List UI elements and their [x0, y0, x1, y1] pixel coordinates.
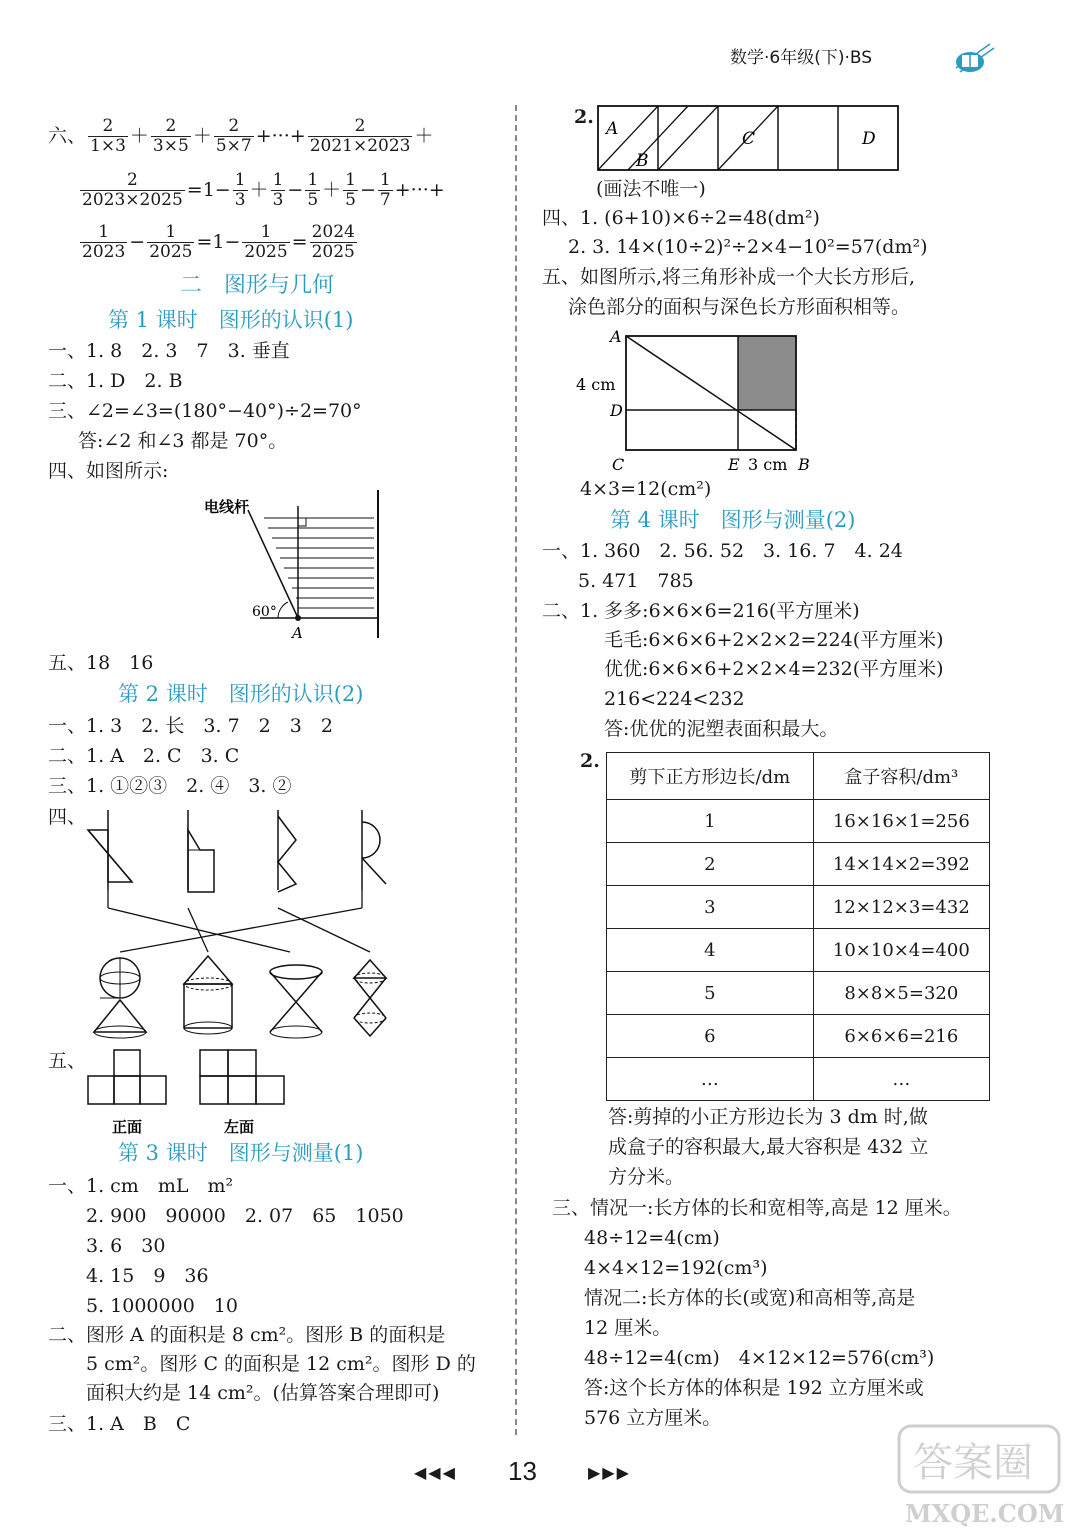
l1-a3b: 答:∠2 和∠3 都是 70°。: [78, 430, 288, 452]
table-cell: 2: [607, 843, 814, 886]
q6-line2: $\frac{2}{2023\times 2025}$ =1− $\frac{1}{3}$ ＋ $\frac{1}{3}$ − $\frac{1}{5}$ ＋ $\frac{1}{5}$ − $\frac{1}{7}$ +···+: [82, 170, 445, 210]
l3-a1c: 3. 6 30: [86, 1235, 166, 1257]
r-q5c: 4×3=12(cm²): [580, 478, 712, 500]
lesson1-title: 第 1 课时 图形的认识(1): [108, 308, 354, 332]
l2-a2: 二、1. A 2. C 3. C: [48, 745, 240, 767]
table-row: [607, 972, 990, 1015]
l2-a1: 一、1. 3 2. 长 3. 7 2 3 2: [48, 715, 333, 737]
l1-a4: 四、如图所示:: [48, 460, 169, 482]
table-cell: 1: [607, 800, 814, 843]
table-cell: 12×12×3=432: [813, 886, 989, 929]
views-figure: [84, 1046, 304, 1138]
l4-a3h: 576 立方厘米。: [584, 1407, 722, 1429]
table-cell: 5: [607, 972, 814, 1015]
label-a: A: [606, 119, 619, 139]
lesson3-title: 第 3 课时 图形与测量(1): [118, 1141, 364, 1165]
l4-a3b: 48÷12=4(cm): [584, 1227, 720, 1249]
l4-a2b: 毛毛:6×6×6+2×2×2=224(平方厘米): [604, 629, 944, 651]
table-cell: 10×10×4=400: [813, 929, 989, 972]
r-q5: 五、如图所示,将三角形补成一个大长方形后,: [542, 266, 916, 288]
rotation-matching-figure: [80, 800, 420, 1045]
left-view-label: 左面: [224, 1118, 255, 1136]
volume-table: [606, 752, 990, 1101]
fig-a: A: [610, 327, 622, 346]
table-row: [607, 1015, 990, 1058]
l1-a2: 二、1. D 2. B: [48, 370, 183, 392]
l4-a1b: 5. 471 785: [578, 570, 694, 592]
l4-a3e: 12 厘米。: [584, 1317, 672, 1339]
table-row: [607, 800, 990, 843]
l4-ansb: 成盒子的容积最大,最大容积是 432 立: [608, 1136, 929, 1158]
table-cell: 6×6×6=216: [813, 1015, 989, 1058]
r-q4: 四、1. (6+10)×6÷2=48(dm²): [542, 207, 820, 229]
r-note: (画法不唯一): [596, 178, 706, 200]
column-divider: [515, 105, 517, 1435]
fig-b: B: [798, 455, 810, 474]
l4-a3c: 4×4×12=192(cm³): [584, 1257, 768, 1279]
watermark-logo: [895, 1420, 1065, 1532]
l3-a2: 二、图形 A 的面积是 8 cm²。图形 B 的面积是: [48, 1324, 446, 1346]
table-header-volume: 盒子容积/dm³: [813, 753, 989, 800]
l3-a1b: 2. 900 90000 2. 07 65 1050: [86, 1205, 404, 1227]
l2-a5: 五、: [48, 1050, 87, 1072]
table-cell: 6: [607, 1015, 814, 1058]
l4-a2: 二、1. 多多:6×6×6=216(平方厘米): [542, 600, 860, 622]
fig-d: D: [610, 401, 623, 420]
table-cell: …: [813, 1058, 989, 1101]
r-q2: 2.: [574, 106, 594, 128]
l4-a2e: 答:优优的泥塑表面积最大。: [604, 718, 839, 740]
fig-e: E: [728, 455, 740, 474]
l1-a3: 三、∠2=∠3=(180°−40°)÷2=70°: [48, 400, 362, 422]
label-c: C: [742, 129, 756, 149]
r-q4b: 2. 3. 14×(10÷2)²÷2×4−10²=57(dm²): [568, 236, 928, 258]
l4-a3g: 答:这个长方体的体积是 192 立方厘米或: [584, 1377, 924, 1399]
l4-ans: 答:剪掉的小正方形边长为 3 dm 时,做: [608, 1106, 928, 1128]
table-cell: 3: [607, 886, 814, 929]
l4-q2: 2.: [580, 750, 600, 772]
l4-a3f: 48÷12=4(cm) 4×12×12=576(cm³): [584, 1347, 935, 1369]
l3-a1: 一、1. cm mL m²: [48, 1175, 234, 1197]
watermark-bottom-text: MXQE.COM: [905, 1499, 1065, 1528]
l3-a1d: 4. 15 9 36: [86, 1265, 209, 1287]
label-b: B: [636, 151, 649, 171]
l1-a5: 五、18 16: [48, 652, 154, 674]
l4-a3: 三、情况一:长方体的长和宽相等,高是 12 厘米。: [552, 1197, 962, 1219]
parallelogram-figure: [596, 104, 902, 174]
table-row: [607, 843, 990, 886]
l2-a3: 三、1. ①②③ 2. ④ 3. ②: [48, 775, 292, 797]
page-header: 数学·6年级(下)·BS: [730, 48, 873, 68]
l4-a3d: 情况二:长方体的长(或宽)和高相等,高是: [584, 1287, 916, 1309]
table-row: [607, 1058, 990, 1101]
table-cell: 16×16×1=256: [813, 800, 989, 843]
fig-len3: 3 cm: [748, 455, 788, 474]
table-row: [607, 886, 990, 929]
book-icon: [950, 40, 998, 76]
r-q5b: 涂色部分的面积与深色长方形面积相等。: [568, 296, 911, 318]
table-row: [607, 929, 990, 972]
prev-page-arrows[interactable]: ◀◀◀: [414, 1463, 457, 1482]
l3-a1e: 5. 1000000 10: [86, 1295, 238, 1317]
pole-label: 电线杆: [204, 498, 250, 516]
l3-a2b: 5 cm²。图形 C 的面积是 12 cm²。图形 D 的: [86, 1353, 476, 1375]
lesson4-title: 第 4 课时 图形与测量(2): [610, 508, 856, 532]
watermark-top-text: 答案圈: [913, 1440, 1033, 1486]
label-d: D: [862, 129, 876, 149]
l3-a2c: 面积大约是 14 cm²。(估算答案合理即可): [86, 1382, 440, 1404]
l1-a1: 一、1. 8 2. 3 7 3. 垂直: [48, 340, 290, 362]
fig-len4: 4 cm: [576, 375, 616, 394]
l2-a4: 四、: [48, 806, 87, 828]
table-header-row: [607, 753, 990, 800]
l3-a3: 三、1. A B C: [48, 1413, 191, 1435]
l4-a1: 一、1. 360 2. 56. 52 3. 16. 7 4. 24: [542, 540, 903, 562]
fig-c: C: [612, 455, 625, 474]
front-view-label: 正面: [112, 1118, 143, 1136]
q6-line3: $\frac{1}{2023}$ − $\frac{1}{2025}$ =1− $\frac{1}{2025}$ = $\frac{2024}{2025}$: [82, 222, 355, 262]
section-title: 二 图形与几何: [180, 273, 335, 298]
table-cell: 14×14×2=392: [813, 843, 989, 886]
page-number: 13: [508, 1456, 537, 1486]
lesson2-title: 第 2 课时 图形的认识(2): [118, 682, 364, 706]
table-cell: …: [607, 1058, 814, 1101]
table-cell: 4: [607, 929, 814, 972]
angle-label: 60°: [252, 604, 277, 620]
l4-a2d: 216<224<232: [604, 688, 745, 710]
q6-line1: 六、 $\frac{2}{1\times 3}$ ＋ $\frac{2}{3\times 5}$ ＋ $\frac{2}{5\times 7}$ +···+ $\frac{2}{2021\times 2023}$ ＋: [48, 116, 434, 156]
l4-ansc: 方分米。: [608, 1166, 685, 1188]
next-page-arrows[interactable]: ▶▶▶: [588, 1463, 631, 1482]
l4-a2c: 优优:6×6×6+2×2×4=232(平方厘米): [604, 658, 944, 680]
rectangle-area-figure: [570, 326, 820, 476]
table-cell: 8×8×5=320: [813, 972, 989, 1015]
table-header-side: 剪下正方形边长/dm: [607, 753, 814, 800]
point-a-label: A: [292, 624, 303, 642]
pole-shadow-figure: [200, 488, 400, 648]
